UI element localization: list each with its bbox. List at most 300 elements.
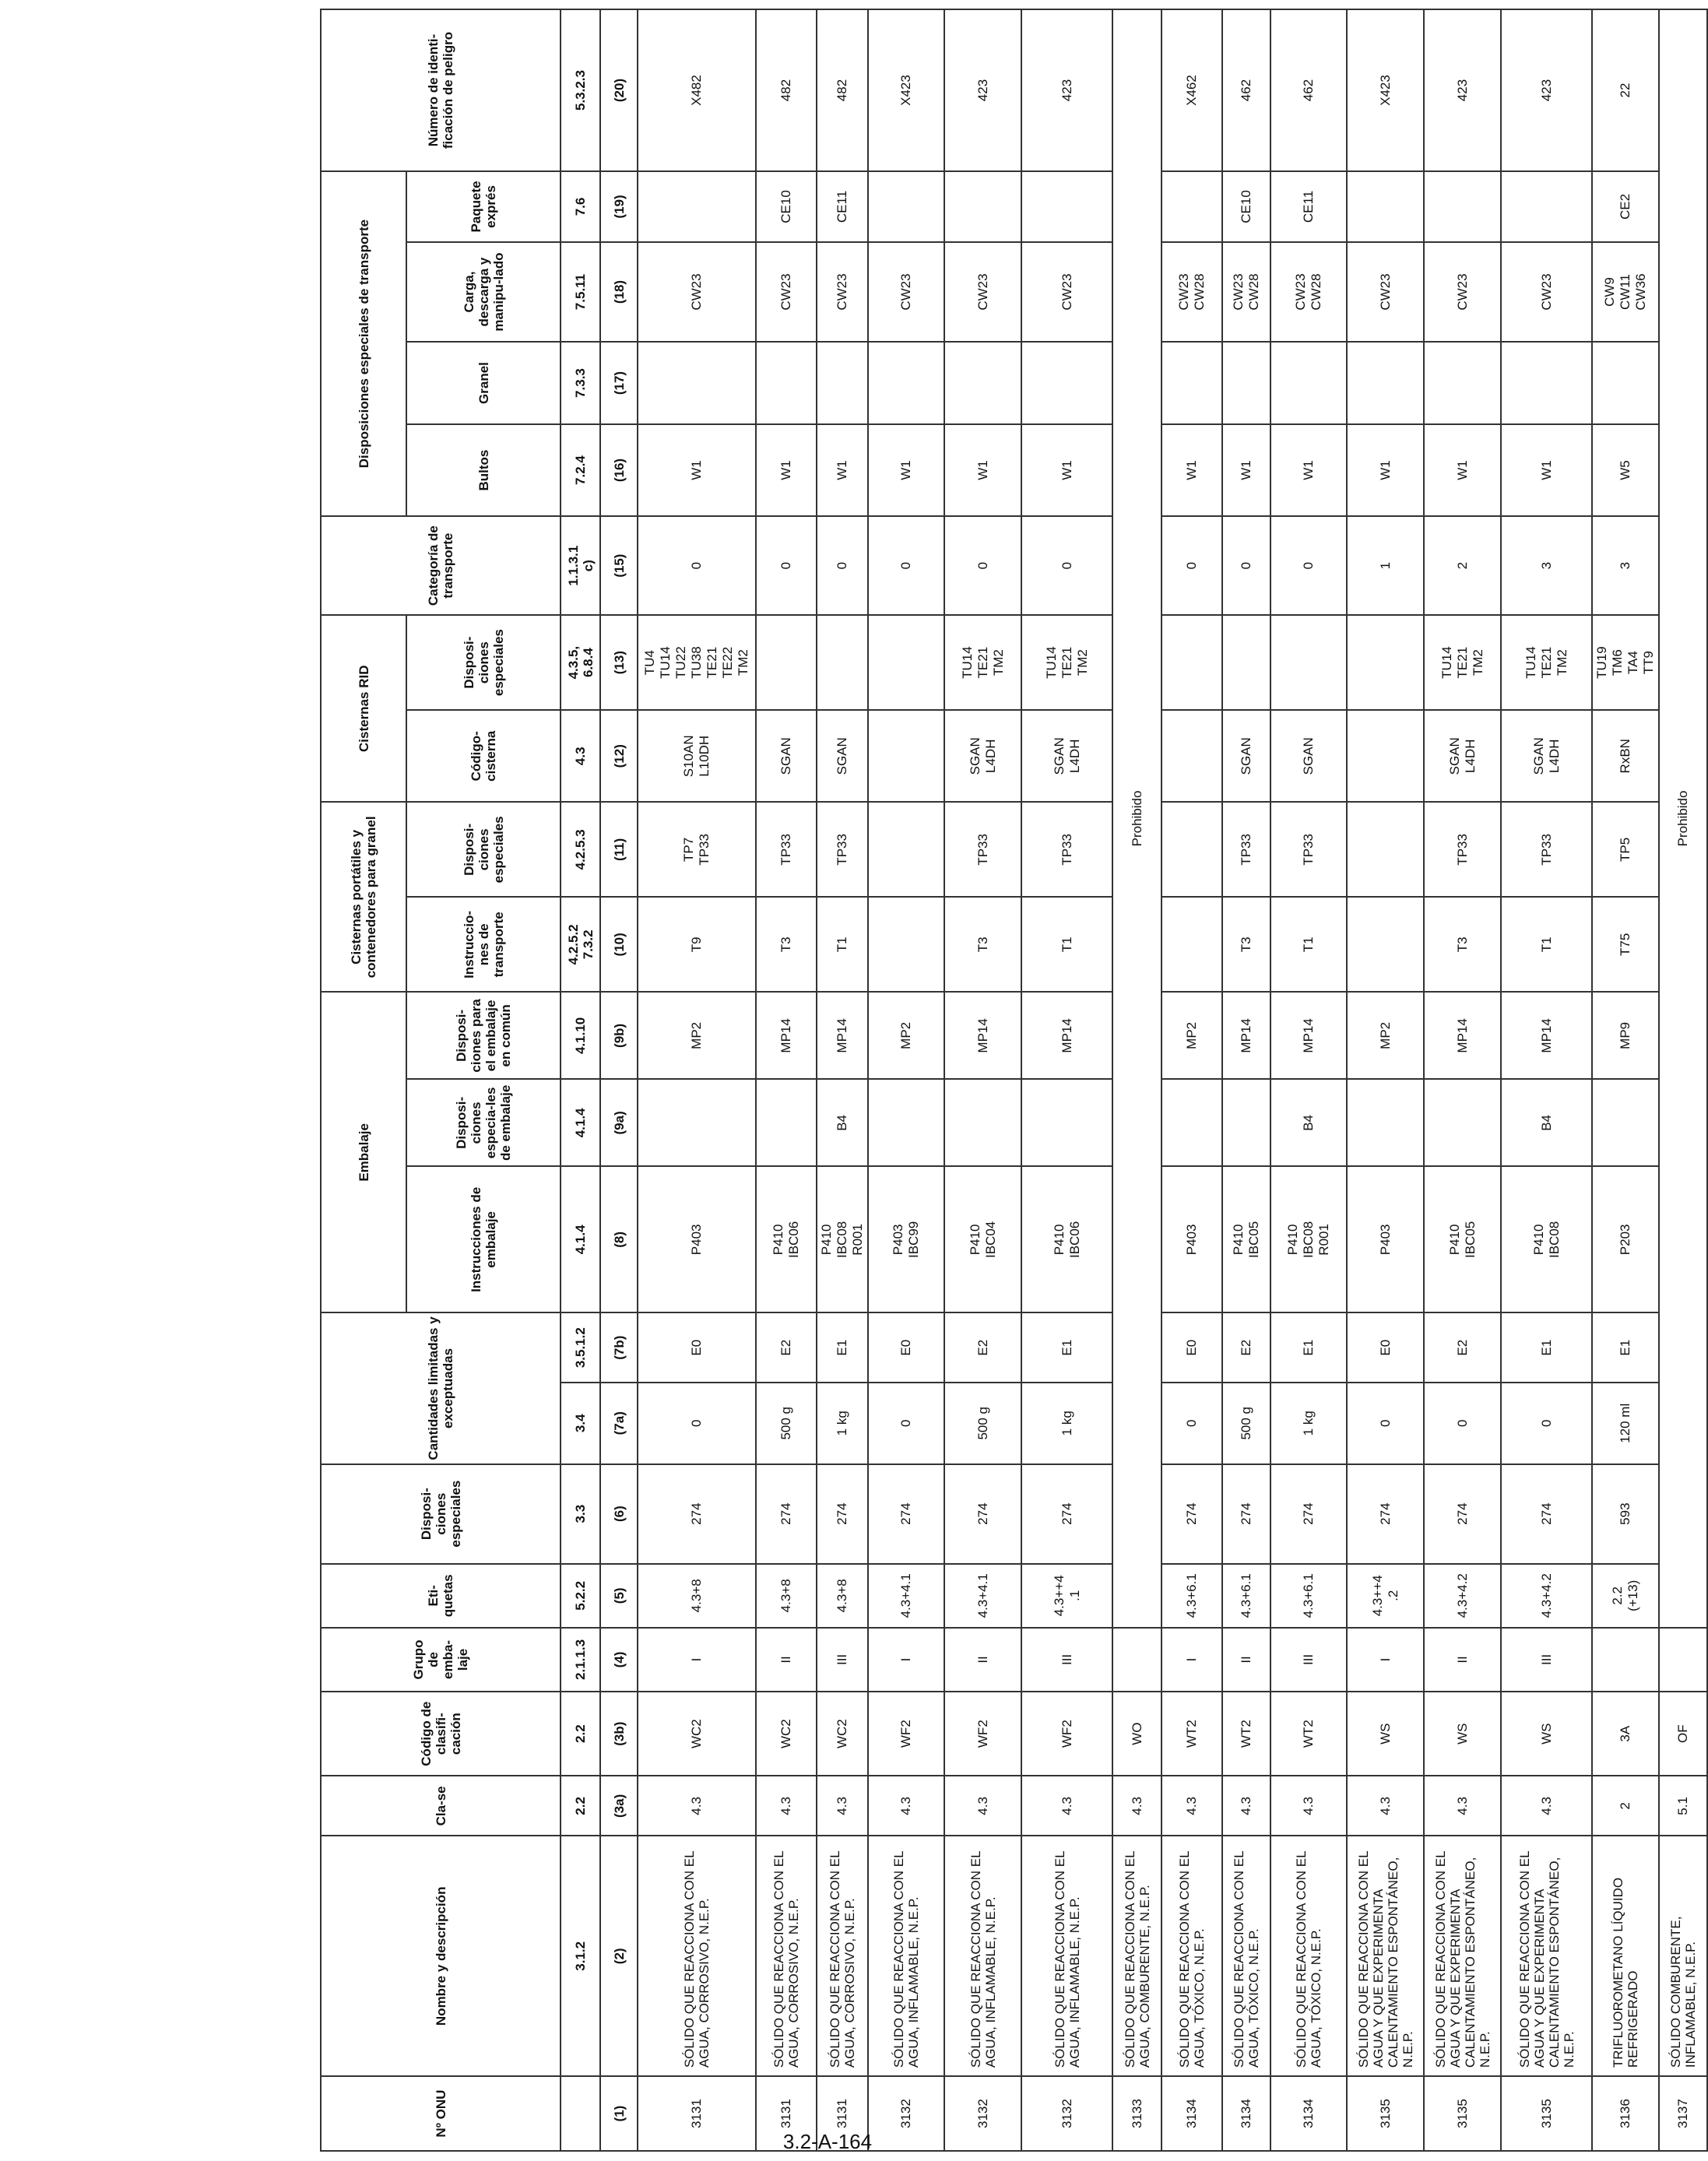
cell-portable-tank-special xyxy=(868,802,944,897)
cell-packing-instruction: P403 xyxy=(638,1166,756,1312)
cell-transport-category: 0 xyxy=(1021,516,1112,615)
cell-special-provisions: 274 xyxy=(1270,1464,1347,1564)
cell-mixed-packing: MP14 xyxy=(1222,992,1270,1079)
header-packing-instructions: Instrucciones de embalaje xyxy=(406,1166,561,1312)
colnum-cell-loading: (18) xyxy=(600,242,638,342)
cell-express: CE10 xyxy=(1222,171,1270,242)
cell-name: SÓLIDO COMBURENTE, INFLAMABLE, N.E.P. xyxy=(1659,1836,1707,2076)
page-number: 3.2-A-164 xyxy=(782,2130,873,2153)
table-row xyxy=(1112,9,1162,2151)
cell-packages: W1 xyxy=(1222,424,1270,516)
colnum-cell-tank-code: (12) xyxy=(600,710,638,802)
cell-transport-category: 0 xyxy=(868,516,944,615)
cell-tank-code: SGAN L4DH xyxy=(1501,710,1592,802)
ref-cell-class-code: 2.2 xyxy=(561,1692,600,1776)
colnum-cell-class: (3a) xyxy=(600,1776,638,1836)
cell-transport-category: 0 xyxy=(638,516,756,615)
ref-cell-mixed-packing: 4.1.10 xyxy=(561,992,600,1079)
header-class-code: Código de clasifi-cación xyxy=(321,1692,561,1776)
cell-un-no: 3137 xyxy=(1659,2076,1707,2151)
cell-hazard-id: 22 xyxy=(1592,9,1659,171)
header-loading: Carga, descarga y manipu-lado xyxy=(406,242,561,342)
cell-packing-instruction: P410 IBC04 xyxy=(944,1166,1021,1312)
cell-tank-code: SGAN xyxy=(756,710,817,802)
cell-packages: W1 xyxy=(1424,424,1501,516)
cell-un-no: 3133 xyxy=(1112,2076,1162,2151)
cell-hazard-id: 423 xyxy=(1424,9,1501,171)
cell-loading: CW23 xyxy=(1021,242,1112,342)
cell-loading: CW23 xyxy=(1424,242,1501,342)
cell-portable-tank-instruction xyxy=(1347,897,1424,992)
header-un-no: Nº ONU xyxy=(321,2076,561,2151)
cell-name: SÓLIDO QUE REACCIONA CON EL AGUA, CORROSIVO, N.E.P. xyxy=(756,1836,817,2076)
cell-portable-tank-instruction: T3 xyxy=(1424,897,1501,992)
cell-mixed-packing: MP14 xyxy=(944,992,1021,1079)
cell-un-no: 3135 xyxy=(1501,2076,1592,2151)
header-tank-special: Disposi-ciones especiales xyxy=(406,615,561,710)
cell-class-code: WC2 xyxy=(638,1692,756,1776)
cell-loading: CW23 xyxy=(638,242,756,342)
cell-bulk xyxy=(944,342,1021,424)
cell-excepted-qty: E0 xyxy=(868,1312,944,1383)
cell-hazard-id: 462 xyxy=(1222,9,1270,171)
cell-packing-instruction: P410 IBC05 xyxy=(1424,1166,1501,1312)
cell-bulk xyxy=(1021,342,1112,424)
cell-tank-special xyxy=(1347,615,1424,710)
cell-transport-category: 0 xyxy=(817,516,868,615)
cell-un-no: 3131 xyxy=(756,2076,817,2151)
cell-transport-category: 0 xyxy=(1162,516,1222,615)
cell-name: SÓLIDO QUE REACCIONA CON EL AGUA Y QUE EXPERIMENTA CALENTAMIENTO ESPONTÁNEO, N.E.P. xyxy=(1424,1836,1501,2076)
cell-excepted-qty: E2 xyxy=(944,1312,1021,1383)
cell-portable-tank-instruction xyxy=(1162,897,1222,992)
cell-un-no: 3134 xyxy=(1222,2076,1270,2151)
cell-limited-qty: 500 g xyxy=(756,1383,817,1464)
cell-special-provisions: 274 xyxy=(1162,1464,1222,1564)
colnum-cell-transport-category: (15) xyxy=(600,516,638,615)
cell-packing-group: I xyxy=(1347,1628,1424,1692)
cell-class: 4.3 xyxy=(1270,1776,1347,1836)
cell-loading: CW23 xyxy=(944,242,1021,342)
cell-special-packing xyxy=(1592,1079,1659,1166)
cell-bulk xyxy=(638,342,756,424)
cell-excepted-qty: E1 xyxy=(1592,1312,1659,1383)
cell-loading: CW23 CW28 xyxy=(1162,242,1222,342)
header-express: Paquete exprés xyxy=(406,171,561,242)
header-special-transport: Disposiciones especiales de transporte xyxy=(321,171,406,516)
table-row xyxy=(944,9,1021,2151)
cell-mixed-packing: MP2 xyxy=(868,992,944,1079)
cell-special-packing xyxy=(1347,1079,1424,1166)
cell-mixed-packing: MP14 xyxy=(817,992,868,1079)
header-labels: Eti-quetas xyxy=(321,1564,561,1628)
cell-transport-category: 3 xyxy=(1501,516,1592,615)
cell-tank-special: TU4 TU14 TU22 TU38 TE21 TE22 TM2 xyxy=(638,615,756,710)
cell-tank-code: SGAN L4DH xyxy=(1424,710,1501,802)
cell-limited-qty: 0 xyxy=(1347,1383,1424,1464)
cell-labels: 4.3+8 xyxy=(817,1564,868,1628)
cell-portable-tank-instruction: T1 xyxy=(1501,897,1592,992)
header-portable-instructions: Instruccio-nes de transporte xyxy=(406,897,561,992)
cell-class: 4.3 xyxy=(868,1776,944,1836)
cell-bulk xyxy=(817,342,868,424)
cell-mixed-packing: MP2 xyxy=(638,992,756,1079)
cell-excepted-qty: E2 xyxy=(1424,1312,1501,1383)
cell-loading: CW23 CW28 xyxy=(1222,242,1270,342)
table-row xyxy=(1592,9,1659,2151)
cell-class: 4.3 xyxy=(1162,1776,1222,1836)
colnum-cell-excepted-qty: (7b) xyxy=(600,1312,638,1383)
header-packages: Bultos xyxy=(406,424,561,516)
cell-un-no: 3135 xyxy=(1347,2076,1424,2151)
cell-hazard-id: 482 xyxy=(756,9,817,171)
reference-row xyxy=(561,9,600,2151)
cell-packing-instruction: P203 xyxy=(1592,1166,1659,1312)
cell-mixed-packing: MP14 xyxy=(1270,992,1347,1079)
colnum-cell-bulk: (17) xyxy=(600,342,638,424)
cell-labels: 4.3+6.1 xyxy=(1270,1564,1347,1628)
cell-packing-group: III xyxy=(1501,1628,1592,1692)
header-special-provisions: Disposi-ciones especiales xyxy=(321,1464,561,1564)
cell-transport-category: 0 xyxy=(756,516,817,615)
cell-class-code: WS xyxy=(1347,1692,1424,1776)
ref-cell-special-provisions: 3.3 xyxy=(561,1464,600,1564)
cell-portable-tank-special xyxy=(1162,802,1222,897)
cell-class: 4.3 xyxy=(817,1776,868,1836)
cell-packing-instruction: P403 xyxy=(1347,1166,1424,1312)
cell-name: SÓLIDO QUE REACCIONA CON EL AGUA Y QUE EXPERIMENTA CALENTAMIENTO ESPONTÁNEO, N.E.P. xyxy=(1347,1836,1424,2076)
cell-express: CE11 xyxy=(1270,171,1347,242)
cell-tank-code: SGAN xyxy=(1222,710,1270,802)
cell-hazard-id: 423 xyxy=(944,9,1021,171)
cell-express xyxy=(1347,171,1424,242)
ref-cell-portable-tank-special: 4.2.5.3 xyxy=(561,802,600,897)
table-row xyxy=(1424,9,1501,2151)
cell-express: CE2 xyxy=(1592,171,1659,242)
cell-transport-category: 0 xyxy=(1222,516,1270,615)
cell-portable-tank-instruction: T3 xyxy=(944,897,1021,992)
cell-special-packing: B4 xyxy=(817,1079,868,1166)
cell-packages: W1 xyxy=(756,424,817,516)
cell-bulk xyxy=(1592,342,1659,424)
cell-limited-qty: 0 xyxy=(1162,1383,1222,1464)
cell-special-provisions: 274 xyxy=(1222,1464,1270,1564)
cell-portable-tank-special: TP33 xyxy=(756,802,817,897)
colnum-cell-limited-qty: (7a) xyxy=(600,1383,638,1464)
cell-class: 4.3 xyxy=(1222,1776,1270,1836)
cell-class-code: WF2 xyxy=(944,1692,1021,1776)
cell-limited-qty: 0 xyxy=(1501,1383,1592,1464)
cell-packing-instruction: P410 IBC08 R001 xyxy=(1270,1166,1347,1312)
cell-packages: W1 xyxy=(638,424,756,516)
cell-labels: 4.3+6.1 xyxy=(1162,1564,1222,1628)
cell-portable-tank-instruction: T9 xyxy=(638,897,756,992)
cell-loading: CW23 xyxy=(817,242,868,342)
cell-labels: 4.3+4.2 xyxy=(1424,1564,1501,1628)
cell-hazard-id: X423 xyxy=(868,9,944,171)
cell-limited-qty: 120 ml xyxy=(1592,1383,1659,1464)
header-mixed-packing: Disposi-ciones para el embalaje en común xyxy=(406,992,561,1079)
colnum-cell-name: (2) xyxy=(600,1836,638,2076)
cell-class: 5.1 xyxy=(1659,1776,1707,1836)
cell-name: SÓLIDO QUE REACCIONA CON EL AGUA Y QUE EXPERIMENTA CALENTAMIENTO ESPONTÁNEO, N.E.P. xyxy=(1501,1836,1592,2076)
cell-packing-instruction: P410 IBC08 xyxy=(1501,1166,1592,1312)
cell-special-provisions: 274 xyxy=(1501,1464,1592,1564)
cell-excepted-qty: E0 xyxy=(1162,1312,1222,1383)
cell-un-no: 3136 xyxy=(1592,2076,1659,2151)
cell-portable-tank-special: TP7 TP33 xyxy=(638,802,756,897)
cell-loading: CW23 xyxy=(868,242,944,342)
cell-packing-group xyxy=(1112,1628,1162,1692)
cell-express xyxy=(868,171,944,242)
prohibited-note: Prohibido xyxy=(1112,9,1162,1628)
cell-packages: W1 xyxy=(1501,424,1592,516)
cell-packing-group: II xyxy=(1222,1628,1270,1692)
cell-labels: 4.3+4.1 xyxy=(868,1564,944,1628)
cell-excepted-qty: E1 xyxy=(1021,1312,1112,1383)
cell-special-packing: B4 xyxy=(1270,1079,1347,1166)
cell-tank-code: SGAN xyxy=(817,710,868,802)
header-tank-code: Código-cisterna xyxy=(406,710,561,802)
cell-packing-instruction: P410 IBC08 R001 xyxy=(817,1166,868,1312)
cell-hazard-id: 482 xyxy=(817,9,868,171)
cell-hazard-id: 462 xyxy=(1270,9,1347,171)
cell-transport-category: 2 xyxy=(1424,516,1501,615)
cell-packing-group: II xyxy=(944,1628,1021,1692)
cell-special-packing xyxy=(1222,1079,1270,1166)
cell-bulk xyxy=(1347,342,1424,424)
cell-transport-category: 1 xyxy=(1347,516,1424,615)
cell-tank-code: SGAN L4DH xyxy=(944,710,1021,802)
table-row xyxy=(1347,9,1424,2151)
table-row xyxy=(817,9,868,2151)
cell-packing-instruction: P403 xyxy=(1162,1166,1222,1312)
cell-tank-special: TU14 TE21 TM2 xyxy=(1424,615,1501,710)
ref-cell-packages: 7.2.4 xyxy=(561,424,600,516)
table-row xyxy=(868,9,944,2151)
cell-limited-qty: 500 g xyxy=(944,1383,1021,1464)
cell-limited-qty: 1 kg xyxy=(1270,1383,1347,1464)
cell-class-code: OF xyxy=(1659,1692,1707,1776)
ref-cell-transport-category: 1.1.3.1 c) xyxy=(561,516,600,615)
cell-express xyxy=(1424,171,1501,242)
cell-class: 4.3 xyxy=(638,1776,756,1836)
header-name: Nombre y descripción xyxy=(321,1836,561,2076)
cell-labels: 2.2 (+13) xyxy=(1592,1564,1659,1628)
ref-cell-labels: 5.2.2 xyxy=(561,1564,600,1628)
cell-portable-tank-instruction: T75 xyxy=(1592,897,1659,992)
cell-class-code: 3A xyxy=(1592,1692,1659,1776)
header-bulk: Granel xyxy=(406,342,561,424)
cell-express xyxy=(1162,171,1222,242)
cell-class: 4.3 xyxy=(1501,1776,1592,1836)
colnum-cell-portable-tank-special: (11) xyxy=(600,802,638,897)
cell-express xyxy=(1501,171,1592,242)
cell-class-code: WC2 xyxy=(817,1692,868,1776)
cell-un-no: 3131 xyxy=(817,2076,868,2151)
colnum-cell-portable-tank-instruction: (10) xyxy=(600,897,638,992)
cell-tank-special xyxy=(868,615,944,710)
cell-special-packing xyxy=(638,1079,756,1166)
cell-packages: W1 xyxy=(1162,424,1222,516)
dangerous-goods-table xyxy=(320,9,1708,2152)
cell-class: 4.3 xyxy=(944,1776,1021,1836)
cell-class: 2 xyxy=(1592,1776,1659,1836)
cell-excepted-qty: E1 xyxy=(1270,1312,1347,1383)
colnum-cell-express: (19) xyxy=(600,171,638,242)
cell-tank-special: TU19 TM6 TA4 TT9 xyxy=(1592,615,1659,710)
cell-class-code: WS xyxy=(1424,1692,1501,1776)
colnum-cell-special-provisions: (6) xyxy=(600,1464,638,1564)
cell-class-code: WF2 xyxy=(1021,1692,1112,1776)
cell-name: TRIFLUOROMETANO LÍQUIDO REFRIGERADO xyxy=(1592,1836,1659,2076)
table-row xyxy=(1501,9,1592,2151)
cell-loading: CW23 CW28 xyxy=(1270,242,1347,342)
cell-loading: CW23 xyxy=(1347,242,1424,342)
cell-name: SÓLIDO QUE REACCIONA CON EL AGUA, TÓXICO, N.E.P. xyxy=(1270,1836,1347,2076)
cell-tank-code xyxy=(1162,710,1222,802)
cell-class: 4.3 xyxy=(1424,1776,1501,1836)
ref-cell-excepted-qty: 3.5.1.2 xyxy=(561,1312,600,1383)
cell-limited-qty: 0 xyxy=(1424,1383,1501,1464)
ref-cell-un-no xyxy=(561,2076,600,2151)
ref-cell-tank-code: 4.3 xyxy=(561,710,600,802)
cell-transport-category: 0 xyxy=(1270,516,1347,615)
cell-hazard-id: X423 xyxy=(1347,9,1424,171)
cell-class: 4.3 xyxy=(1112,1776,1162,1836)
cell-class-code: WO xyxy=(1112,1692,1162,1776)
cell-name: SÓLIDO QUE REACCIONA CON EL AGUA, TÓXICO, N.E.P. xyxy=(1162,1836,1222,2076)
colnum-cell-packing-instruction: (8) xyxy=(600,1166,638,1312)
table-row xyxy=(1021,9,1112,2151)
cell-class-code: WS xyxy=(1501,1692,1592,1776)
cell-special-packing xyxy=(944,1079,1021,1166)
header-row xyxy=(321,9,406,2151)
cell-tank-code: S10AN L10DH xyxy=(638,710,756,802)
column-number-row xyxy=(600,9,638,2151)
cell-portable-tank-special: TP33 xyxy=(1222,802,1270,897)
cell-mixed-packing: MP14 xyxy=(1424,992,1501,1079)
cell-portable-tank-special: TP33 xyxy=(1270,802,1347,897)
ref-cell-portable-tank-instruction: 4.2.5.2 7.3.2 xyxy=(561,897,600,992)
cell-packing-group: III xyxy=(1270,1628,1347,1692)
cell-excepted-qty: E2 xyxy=(1222,1312,1270,1383)
cell-transport-category: 0 xyxy=(944,516,1021,615)
cell-un-no: 3132 xyxy=(1021,2076,1112,2151)
cell-labels: 4.3+8 xyxy=(638,1564,756,1628)
cell-express xyxy=(1021,171,1112,242)
ref-cell-express: 7.6 xyxy=(561,171,600,242)
cell-name: SÓLIDO QUE REACCIONA CON EL AGUA, CORROSIVO, N.E.P. xyxy=(817,1836,868,2076)
cell-tank-special: TU14 TE21 TM2 xyxy=(1501,615,1592,710)
colnum-cell-packing-group: (4) xyxy=(600,1628,638,1692)
cell-packing-group: III xyxy=(817,1628,868,1692)
cell-labels: 4.3++4 .2 xyxy=(1347,1564,1424,1628)
cell-special-packing xyxy=(1021,1079,1112,1166)
cell-hazard-id: 423 xyxy=(1501,9,1592,171)
cell-packing-instruction: P410 IBC05 xyxy=(1222,1166,1270,1312)
cell-excepted-qty: E1 xyxy=(817,1312,868,1383)
table-row xyxy=(1222,9,1270,2151)
cell-packing-group: I xyxy=(1162,1628,1222,1692)
cell-mixed-packing: MP14 xyxy=(1501,992,1592,1079)
header-hazard-id: Número de identi-ficación de peligro xyxy=(321,9,561,171)
ref-cell-packing-group: 2.1.1.3 xyxy=(561,1628,600,1692)
cell-bulk xyxy=(1270,342,1347,424)
colnum-cell-class-code: (3b) xyxy=(600,1692,638,1776)
ref-cell-tank-special: 4.3.5, 6.8.4 xyxy=(561,615,600,710)
cell-special-packing xyxy=(1424,1079,1501,1166)
cell-special-packing: B4 xyxy=(1501,1079,1592,1166)
colnum-cell-special-packing: (9a) xyxy=(600,1079,638,1166)
cell-packing-instruction: P410 IBC06 xyxy=(1021,1166,1112,1312)
cell-class-code: WT2 xyxy=(1162,1692,1222,1776)
cell-loading: CW23 xyxy=(756,242,817,342)
cell-bulk xyxy=(756,342,817,424)
header-packing-group: Grupo de emba-laje xyxy=(321,1628,561,1692)
cell-tank-code: SGAN L4DH xyxy=(1021,710,1112,802)
cell-portable-tank-special: TP33 xyxy=(944,802,1021,897)
cell-tank-special xyxy=(1270,615,1347,710)
cell-mixed-packing: MP2 xyxy=(1162,992,1222,1079)
header-transport-category: Categoría de transporte xyxy=(321,516,561,615)
cell-hazard-id: 423 xyxy=(1021,9,1112,171)
cell-class-code: WT2 xyxy=(1270,1692,1347,1776)
cell-express: CE11 xyxy=(817,171,868,242)
colnum-cell-mixed-packing: (9b) xyxy=(600,992,638,1079)
cell-loading: CW23 xyxy=(1501,242,1592,342)
cell-packages: W1 xyxy=(1021,424,1112,516)
cell-special-packing xyxy=(868,1079,944,1166)
cell-tank-code: SGAN xyxy=(1270,710,1347,802)
cell-tank-special xyxy=(1222,615,1270,710)
cell-limited-qty: 1 kg xyxy=(1021,1383,1112,1464)
cell-class-code: WC2 xyxy=(756,1692,817,1776)
ref-cell-loading: 7.5.11 xyxy=(561,242,600,342)
cell-tank-code xyxy=(868,710,944,802)
cell-limited-qty: 500 g xyxy=(1222,1383,1270,1464)
cell-special-packing xyxy=(1162,1079,1222,1166)
table-row xyxy=(1659,9,1707,2151)
cell-portable-tank-special: TP33 xyxy=(1021,802,1112,897)
cell-class: 4.3 xyxy=(1347,1776,1424,1836)
ref-cell-hazard-id: 5.3.2.3 xyxy=(561,9,600,171)
cell-mixed-packing: MP9 xyxy=(1592,992,1659,1079)
header-rid-tanks: Cisternas RID xyxy=(321,615,406,802)
cell-excepted-qty: E2 xyxy=(756,1312,817,1383)
cell-tank-special xyxy=(756,615,817,710)
cell-portable-tank-instruction: T3 xyxy=(1222,897,1270,992)
ref-cell-packing-instruction: 4.1.4 xyxy=(561,1166,600,1312)
cell-portable-tank-instruction: T1 xyxy=(1021,897,1112,992)
header-limited-excepted: Cantidades limitadas y exceptuadas xyxy=(321,1312,561,1464)
cell-un-no: 3135 xyxy=(1424,2076,1501,2151)
cell-express xyxy=(638,171,756,242)
header-portable-tanks: Cisternas portátiles y contenedores para granel xyxy=(321,802,406,992)
cell-name: SÓLIDO QUE REACCIONA CON EL AGUA, INFLAMABLE, N.E.P. xyxy=(944,1836,1021,2076)
cell-packages: W1 xyxy=(817,424,868,516)
cell-mixed-packing: MP14 xyxy=(1021,992,1112,1079)
table-row xyxy=(1162,9,1222,2151)
cell-portable-tank-special xyxy=(1347,802,1424,897)
prohibited-note: Prohibido xyxy=(1659,9,1707,1628)
cell-tank-special: TU14 TE21 TM2 xyxy=(944,615,1021,710)
cell-labels: 4.3++4 .1 xyxy=(1021,1564,1112,1628)
ref-cell-special-packing: 4.1.4 xyxy=(561,1079,600,1166)
cell-packing-group: I xyxy=(868,1628,944,1692)
colnum-cell-packages: (16) xyxy=(600,424,638,516)
cell-un-no: 3132 xyxy=(868,2076,944,2151)
